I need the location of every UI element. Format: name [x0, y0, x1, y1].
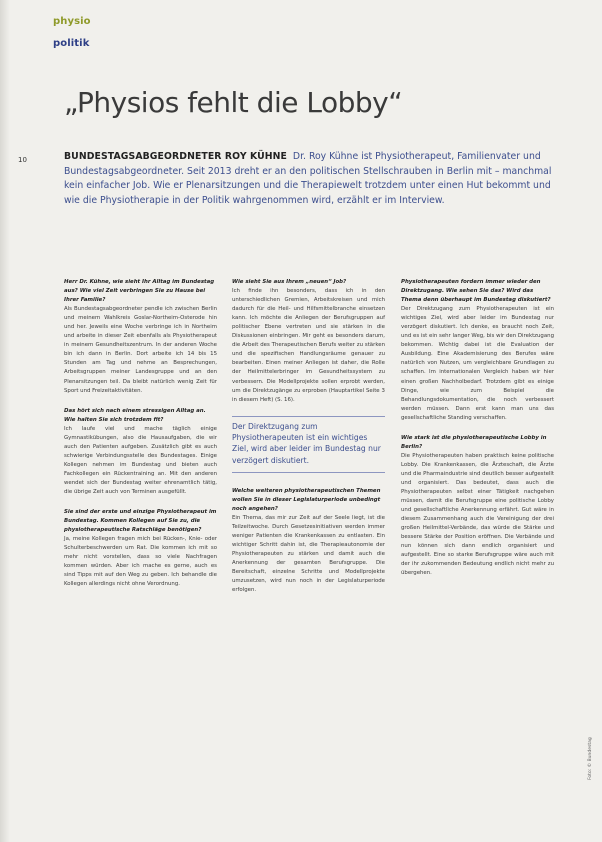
column-1: [64, 278, 217, 601]
question: Welche weiteren physiotherapeutischen Themen wollen Sie in dieser Legislaturperiode unbedingt noch angehen?: [232, 487, 381, 512]
column-3: [401, 278, 554, 590]
question: Wie stark ist die physiotherapeutische Lobby in Berlin?: [401, 434, 547, 450]
byline: BUNDESTAGSABGEORDNETER ROY KÜHNE: [64, 151, 287, 162]
answer: Ich laufe viel und mache täglich einige Gymnastikübungen, also die Hausaufgaben, die wir auch den Patienten aufgeben. Zusätzlich gibt es auch schwierige Verbindungsstelle des Bundestages. Einige Kollegen nehmen im Bundestag und bieten auch Fachkollegen ein Rückentraining an. Mit den anderen wendet sich der Bundestag weiter ehrenamtlich tätig, die übrige Zeit auch von Terminen ausgefüllt.: [64, 425, 217, 496]
intro-text: Dr. Roy Kühne ist Physiotherapeut, Familienvater und Bundestagsabgeordneter. Seit 2013 dreht er an den politischen Stellschrauben in Berlin mit – manchmal kein einfacher Job. Wie er Plenarsitzungen und die Therapiewelt trotzdem unter einen Hut bekommt und wie die Physiotherapie in der Politik wahrgenommen wird, erzählt er im Interview.: [64, 151, 552, 206]
question: Das hört sich nach einem stressigen Alltag an. Wie halten Sie sich trotzdem fit?: [64, 407, 206, 423]
section-rubric: [53, 16, 91, 49]
answer: Als Bundestagsabgeordneter pendle ich zwischen Berlin und meinem Wahlkreis Goslar-Northeim-Osterode hin und her. Jeweils eine Woche verbringe ich in Northeim und arbeite in dieser Zeit ebenfalls als Physiotherapeut in meinem Gesundheitszentrum. In der anderen Woche bin ich dann in Berlin. Dort arbeite ich 14 bis 15 Stunden am Tag und nehme an Besprechungen, Arbeitsgruppen meiner Landesgruppe und an den Plenarsitzungen teil. Da bleibt natürlich wenig Zeit für Sport und Freizeitaktivitäten.: [64, 306, 217, 394]
answer: Die Physiotherapeuten haben praktisch keine politische Lobby. Die Krankenkassen, die Ärzteschaft, die Ärzte und die Pharmaindustrie sind deutlich besser aufgestellt und organisiert. Das bedeutet, dass auch die Physiotherapeuten selbst einer Tätigkeit nachgehen müssen, damit die Berufsgruppe eine politische Lobby und gesellschaftliche Anerkennung erfährt. Gut wäre in diesem Zusammenhang auch die Vereinigung der drei großen Heilmittel-Verbände, das würde die Stärke und bessere Stärke der Position eröffnen. Die Verbände und nun können sich dann endlich organisiert und aufgestellt. Eine so starke Berufsgruppe wäre auch mit der ihr zukommenden Bedeutung endlich nicht mehr zu übergehen.: [401, 452, 554, 577]
page-fold-shadow: [0, 0, 10, 842]
question: Sie sind der erste und einzige Physiotherapeut im Bundestag. Kommen Kollegen auf Sie zu, die physiotherapeutische Ratschläge benötigen?: [64, 509, 217, 534]
intro-paragraph: [64, 150, 556, 208]
rubric-part2: politik: [53, 38, 90, 49]
question: Wie sieht Sie aus Ihrem „neuen“ Job?: [232, 279, 347, 285]
answer: Ein Thema, das mir zur Zeit auf der Seele liegt, ist die Teilzeitwoche. Durch Gesetzesinitiativen werden immer weniger Patienten die Krankenkassen zu entlasten. Ein wichtiger Schritt dahin ist, die Therapieautonomie der Physiotherapeuten zu stärken und damit auch die Anerkennung der gesamten Berufsgruppe. Die Bereitschaft, einzelne Schritte und Modellprojekte umzusetzen, wird nun noch in der Legislaturperiode erfolgen.: [232, 514, 385, 594]
rubric-part1: physio: [53, 16, 91, 27]
column-2: [232, 278, 385, 606]
photo-credit: [588, 700, 596, 780]
question: Physiotherapeuten fordern immer wieder den Direktzugang. Wie sehen Sie das? Wird das Thema denn überhaupt im Bundestag diskutiert?: [401, 279, 551, 304]
page-number: 10: [18, 156, 27, 164]
question: Herr Dr. Kühne, wie sieht Ihr Alltag im Bundestag aus? Wie viel Zeit verbringen Sie zu Hause bei Ihrer Familie?: [64, 279, 215, 304]
answer: Ich finde ihn besonders, dass ich in den unterschiedlichen Gremien, Arbeitskreisen und mich dadurch für die Heil- und Hilfsmittelbranche einsetzen kann. Ich möchte die Anliegen der Berufsgruppen auf politischer Ebene vertreten und sie stärken in die Diskussionen einbringen. Mir geht es besonders darum, die Arbeit des Therapeutischen Berufs weiter zu stärken und die spezifischen Handlungsräume genauer zu bearbeiten. Einen meiner Anliegen ist daher, die Rolle der Heilmittelerbringer im Gesundheitssystem zu verbessern. Die Modellprojekte sollen erprobt werden, um die Direktzugänge zu erproben (Hauptartikel Seite 3 in diesem Heft) (S. 16).: [232, 288, 385, 403]
pull-quote: Der Direktzugang zum Physiotherapeuten ist ein wichtiges Ziel, wird aber leider im Bundestag nur verzögert diskutiert.: [232, 416, 385, 473]
answer: Der Direktzugang zum Physiotherapeuten ist ein wichtiges Ziel, wird aber leider im Bundestag nur verzögert diskutiert. Ich denke, es braucht noch Zeit, und es ist ein sehr langer Weg, bis wir den Direktzugang bekommen. Wichtig dabei ist die Evaluation der Ausbildung. Eine Akademisierung des Berufes wäre natürlich von Nutzen, um vergleichbare Grundlagen zu schaffen. Im internationalen Vergleich haben wir hier einen großen Nachholbedarf. Trotzdem gibt es einige Dinge, wie zum Beispiel die Behandlungsdokumentation, die noch verbessert werden müssen. Dann erst kann man uns das gesellschaftliche Standing verschaffen.: [401, 306, 554, 421]
headline: „Physios fehlt die Lobby“: [64, 86, 403, 119]
answer: Ja, meine Kollegen fragen mich bei Rücken-, Knie- oder Schulterbeschwerden um Rat. Die kommen ich mit so mehr nicht vorstellen, dass so viele Nachfragen kommen würden. Aber ich mache es gerne, auch es sind Tipps mit auf den Weg zu geben. Ich behandle die Kollegen allerdings nicht ohne Verordnung.: [64, 536, 217, 588]
photo-credit-text: Foto: © Bundestag: [588, 737, 593, 780]
